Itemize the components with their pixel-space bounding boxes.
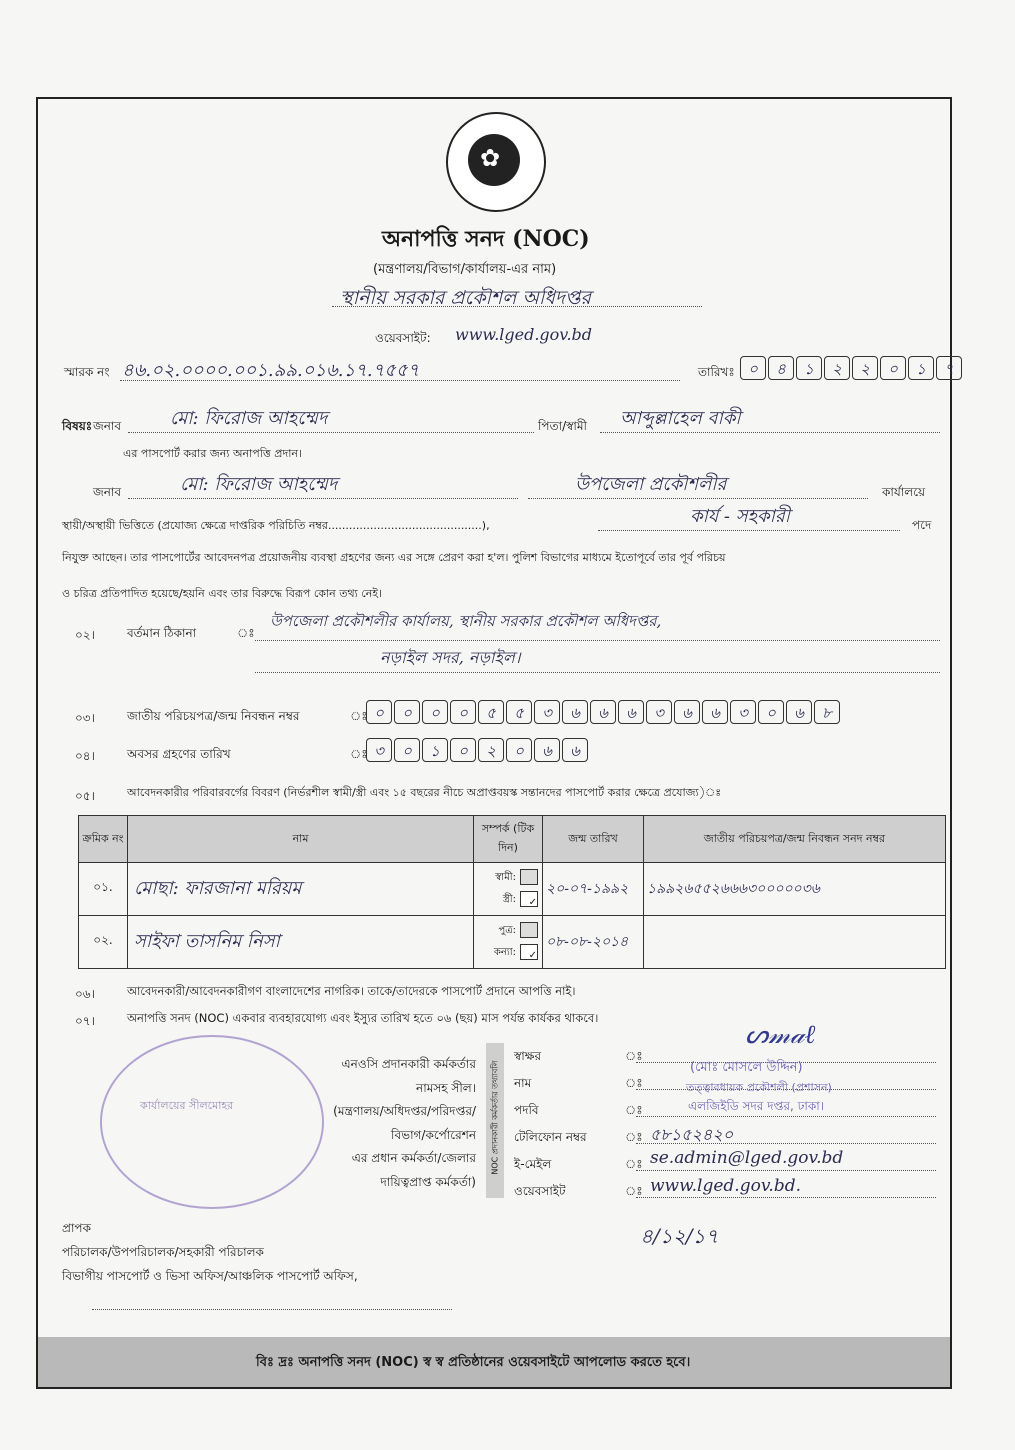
table-row: ০১. মোছা: ফারজানা মরিয়ম স্বামী: স্ত্রী: ✓ ২০-০৭-১৯৯২ ১৯৯২৬৫৫২৬৬৬৩০০০০০৩৬ (79, 863, 946, 916)
family-table (78, 815, 946, 969)
officer-designation-stamp: তত্ত্বাবধায়ক প্রকৌশলী (প্রশাসন) (686, 1081, 832, 1094)
officer-name-stamp: (মোঃ মোসলে উদ্দিন) (690, 1060, 803, 1075)
officer-caption: এনওসি প্রদানকারী কর্মকর্তার নামসহ সীল। (মন্ত্রণালয়/অধিদপ্তর/পরিদপ্তর/ বিভাগ/কর্পোরেশন এর প্রধান কর্মকর্তা/জেলার দায়িত্বপ্রাপ্ত কর্মকর্তা) (333, 1057, 476, 1189)
signature-date: ৪/১২/১৭ (640, 1224, 719, 1248)
officer-office-stamp: এলজিইডি সদর দপ্তর, ঢাকা। (688, 1099, 825, 1113)
item-05-text: আবেদনকারীর পরিবারবর্গের বিবরণ (নির্ভরশীল স্বামী/স্ত্রী এবং ১৫ বছরের নীচে অপ্রাপ্তবয়স্ক সন্তানদের পাসপোর্ট করার ক্ষেত্রে প্রযোজ্য)ঃ (127, 786, 722, 799)
ministry-caption: (মন্ত্রণালয়/বিভাগ/কার্যালয়-এর নাম) (373, 262, 557, 277)
government-emblem (446, 112, 546, 212)
current-address-line-2: নড়াইল সদর, নড়াইল। (380, 648, 521, 667)
officer-signature: ᔕ𝓂𝒶ℓ (745, 1020, 816, 1050)
website-label: ওয়েবসাইট: (375, 331, 431, 345)
item-03-number: ০৩। (75, 711, 95, 725)
recipient-line-2: বিভাগীয় পাসপোর্ট ও ভিসা অফিস/আঞ্চলিক পাসপোর্ট অফিস, (62, 1269, 358, 1283)
item-07-number: ০৭। (75, 1014, 95, 1028)
office-name: উপজেলা প্রকৌশলীর (575, 474, 727, 495)
item-05-number: ০৫। (75, 789, 95, 803)
document-title: অনাপত্তি সনদ (NOC) (382, 226, 590, 252)
item-06-text: আবেদনকারী/আবেদনকারীগণ বাংলাদেশের নাগরিক। তাকে/তাদেরকে পাসপোর্ট প্রদানে আপত্তি নাই। (127, 984, 576, 998)
office-suffix: কার্যালয়ে (882, 485, 926, 499)
body-janab: জনাব (93, 485, 122, 499)
basis-text: স্থায়ী/অস্থায়ী ভিত্তিতে (প্রযোজ্য ক্ষেত্রে দাপ্তরিক পরিচিতি নম্বর............................................), (62, 519, 490, 532)
applicant-name-2: মো: ফিরোজ আহম্মেদ (180, 474, 338, 495)
nid-boxes: ০ ০ ০ ০ ৫ ৫ ৩ ৬ ৬ ৬ ৩ ৬ ৬ ৩ ০ ৬ ৮ (366, 700, 842, 724)
body-paragraph-2: ও চরিত্র প্রতিপাদিত হয়েছে/হয়নি এবং তার বিরুদ্ধে বিরূপ কোন তথ্য নেই। (62, 587, 382, 600)
memo-number: ৪৬.০২.০০০০.০০১.৯৯.০১৬.১৭.৭৫৫৭ (122, 360, 420, 381)
header-nid: জাতীয় পরিচয়পত্র/জন্ম নিবন্ধন সনদ নম্বর (644, 816, 946, 863)
checkbox-son (520, 922, 538, 938)
office-seal-stamp: কার্যালয়ের সীলমোহর (100, 1035, 324, 1209)
item-04-label: অবসর গ্রহণের তারিখ (127, 747, 231, 761)
item-07-text: অনাপত্তি সনদ (NOC) একবার ব্যবহারযোগ্য এবং ইস্যুর তারিখ হতে ০৬ (ছয়) মাস পর্যন্ত কার্যকর থাকবে। (127, 1011, 599, 1025)
subject-label: বিষয়ঃ (62, 419, 93, 433)
header-serial: ক্রমিক নং (79, 816, 128, 863)
ministry-name: স্থানীয় সরকার প্রকৌশল অধিদপ্তর (340, 287, 591, 309)
current-address-line-1: উপজেলা প্রকৌশলীর কার্যালয়, স্থানীয় সরকার প্রকৌশল অধিদপ্তর, (270, 612, 662, 630)
website-value: www.lged.gov.bd (455, 325, 593, 344)
date-label: তারিখঃ (698, 365, 735, 379)
subject-purpose: এর পাসপোর্ট করার জন্য অনাপত্তি প্রদান। (123, 447, 302, 460)
officer-fields: স্বাক্ষর নাম পদবি টেলিফোন নম্বর ই-মেইল ওয়েবসাইট (514, 1049, 587, 1198)
recipient-label: প্রাপক (62, 1221, 91, 1235)
father-name: আব্দুল্লাহেল বাকী (620, 408, 741, 429)
item-03-label: জাতীয় পরিচয়পত্র/জন্ম নিবন্ধন নম্বর (127, 709, 300, 723)
date-boxes: ০ ৪ ১ ২ ২ ০ ১ ৭ (740, 356, 964, 380)
officer-website: www.lged.gov.bd. (650, 1176, 801, 1196)
emblem-logo-icon: ✿ (480, 144, 501, 172)
footer-note: বিঃ দ্রঃ অনাপত্তি সনদ (NOC) স্ব স্ব প্রতিষ্ঠানের ওয়েবসাইটে আপলোড করতে হবে। (256, 1355, 691, 1370)
retirement-date-boxes: ৩ ০ ১ ০ ২ ০ ৬ ৬ (366, 738, 590, 762)
item-06-number: ০৬। (75, 987, 95, 1001)
post-suffix: পদে (912, 518, 932, 532)
officer-phone: ৫৮১৫২৪২০ (650, 1125, 734, 1144)
header-relation: সম্পর্ক (টিক দিন) (474, 816, 543, 863)
table-row: ০২. সাইফা তাসনিম নিসা পুত্র: কন্যা: ✓ ০৮-০৮-২০১৪ (79, 916, 946, 969)
subject-janab: জনাব (93, 419, 122, 433)
header-dob: জন্ম তারিখ (543, 816, 644, 863)
item-04-number: ০৪। (75, 749, 95, 763)
body-paragraph-1: নিযুক্ত আছেন। তার পাসপোর্টের আবেদনপত্র প্রয়োজনীয় ব্যবস্থা গ্রহণের জন্য এর সঙ্গে প্রেরণ করা হ'ল। পুলিশ বিভাগের মাধ্যমে ইতোপূর্বে তার পূর্ব পরিচয় (62, 551, 726, 564)
officer-email: se.admin@lged.gov.bd (650, 1148, 844, 1168)
item-02-label: বর্তমান ঠিকানা (127, 626, 197, 640)
header-name: নাম (128, 816, 474, 863)
recipient-line-1: পরিচালক/উপপরিচালক/সহকারী পরিচালক (62, 1245, 264, 1259)
item-02-number: ০২। (75, 628, 95, 642)
footer-bar (38, 1337, 950, 1387)
father-label: পিতা/স্বামী (538, 419, 587, 433)
checkbox-husband (520, 869, 538, 885)
applicant-name: মো: ফিরোজ আহম্মেদ (170, 408, 328, 429)
checkbox-wife: ✓ (520, 891, 538, 907)
officer-vertical-label: NOC প্রদানকারী কর্মকর্তার তথ্যাবলি (486, 1043, 504, 1198)
post-name: কার্য - সহকারী (690, 506, 790, 527)
checkbox-daughter: ✓ (520, 944, 538, 960)
memo-label: স্মারক নং (64, 365, 110, 379)
